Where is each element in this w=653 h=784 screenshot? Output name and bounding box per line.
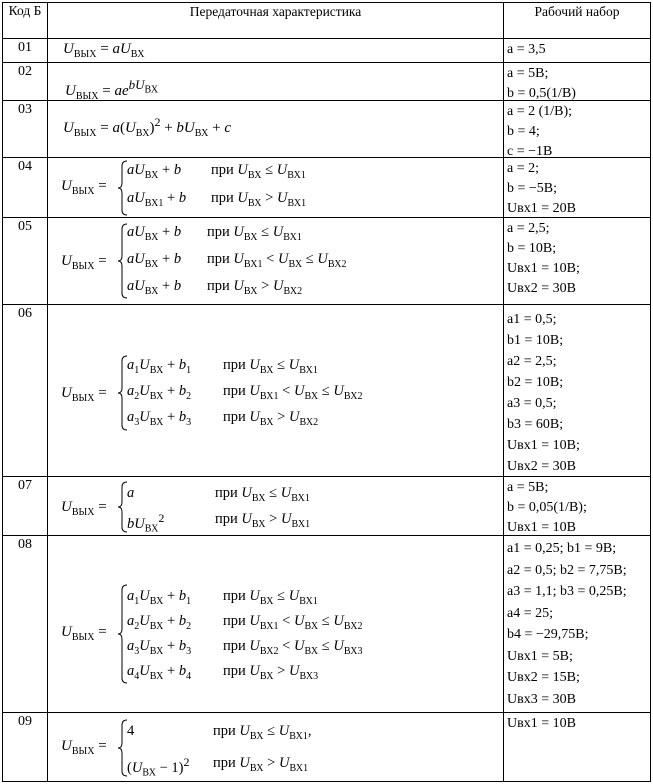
row-params: a = 5В; b = 0,5(1/В) <box>507 66 576 101</box>
row-params: a1 = 0,5; b1 = 10В; a2 = 2,5; b2 = 10В; a3 = 0,5; b3 = 60В; Uвх1 = 10В; Uвх2 = 30В <box>507 312 580 474</box>
table-row-02 <box>3 63 650 101</box>
header-working-set: Рабочий набор <box>534 4 620 19</box>
table-row-09 <box>3 713 650 781</box>
row-formula: $U_{ВЫХ} = aU_{ВХ}$ <box>63 41 145 60</box>
row-params: a = 3,5 <box>507 42 546 57</box>
row-code: 07 <box>18 478 32 493</box>
row-code: 02 <box>18 64 32 79</box>
table-row-06 <box>3 305 650 477</box>
row-params: Uвх1 = 10В <box>507 716 576 731</box>
row-formula: $U_{ВЫХ}$ = $a_1U_{ВХ} + b_1$ при $U_{ВХ} \le U_{ВХ1}$ $a_2U_{ВХ} + b_2$ при $U_{ВХ1} < U_{ВХ} \le U_{ВХ2}$ $a_3U_{ВХ} + b_3$ при $U_{ВХ2} < U_{ВХ} \le U_{ВХ3}$ $a_4U_{ВХ} + b_4$ при $U_{ВХ} > U_{ВХ3}$ <box>49 536 499 712</box>
table-row-05 <box>3 218 650 305</box>
row-code: 09 <box>18 714 32 729</box>
table-row-08 <box>3 536 650 713</box>
row-params: a = 5В; b = 0,05(1/В); Uвх1 = 10В <box>507 480 587 535</box>
row-params: a1 = 0,25; b1 = 9В; a2 = 0,5; b2 = 7,75В; a3 = 1,1; b3 = 0,25В; a4 = 25; b4 = −29,75В; Uвх1 = 5В; Uвх2 = 15В; Uвх3 = 30В <box>507 541 627 707</box>
row-code: 03 <box>18 102 32 117</box>
row-code: 06 <box>18 306 32 321</box>
table-row-01 <box>3 39 650 63</box>
row-code: 04 <box>18 159 32 174</box>
row-formula: $U_{ВЫХ}$ = $aU_{ВХ} + b$ при $U_{ВХ} \le U_{ВХ1}$ $aU_{ВХ1} + b$ при $U_{ВХ} > U_{ВХ1}$ <box>49 158 499 217</box>
row-formula: $U_{ВЫХ}$ = $a_1U_{ВХ} + b_1$ при $U_{ВХ} \le U_{ВХ1}$ $a_2U_{ВХ} + b_2$ при $U_{ВХ1} < U_{ВХ} \le U_{ВХ2}$ $a_3U_{ВХ} + b_3$ при $U_{ВХ} > U_{ВХ2}$ <box>49 305 499 476</box>
row-params: a = 2 (1/В); b = 4; c = −1В <box>507 104 573 159</box>
header-code: Код Б <box>8 3 42 18</box>
row-formula: $U_{ВЫХ}$ = 4 при $U_{ВХ} \le U_{ВХ1}$, $(U_{ВХ} - 1)^2$ при $U_{ВХ} > U_{ВХ1}$ <box>49 713 499 781</box>
row-code: 08 <box>18 537 32 552</box>
row-params: a = 2,5; b = 10В; Uвх1 = 10В; Uвх2 = 30В <box>507 221 580 296</box>
transfer-characteristics-table <box>2 2 651 782</box>
row-code: 05 <box>18 219 32 234</box>
table-row-03 <box>3 101 650 158</box>
row-formula: $U_{ВЫХ}$ = a при $U_{ВХ} \le U_{ВХ1}$ $bU_{ВХ}^2$ при $U_{ВХ} > U_{ВХ1}$ <box>49 477 499 535</box>
row-formula: $U_{ВЫХ} = a(U_{ВХ})^2 + bU_{ВХ} + c$ <box>63 115 232 139</box>
header-characteristic: Передаточная характеристика <box>189 4 362 19</box>
table-header <box>3 3 650 39</box>
row-formula: $U_{ВЫХ}$ = $aU_{ВХ} + b$ при $U_{ВХ} \le U_{ВХ1}$ $aU_{ВХ} + b$ при $U_{ВХ1} < U_{ВХ} \le U_{ВХ2}$ $aU_{ВХ} + b$ при $U_{ВХ} > U_{ВХ2}$ <box>49 218 499 304</box>
row-code: 01 <box>18 40 32 55</box>
row-formula: $U_{ВЫХ} = ae^{bU_{ВХ}}$ <box>65 77 159 102</box>
row-params: a = 2; b = −5В; Uвх1 = 20В <box>507 161 576 216</box>
table-row-07 <box>3 477 650 536</box>
table-row-04 <box>3 158 650 218</box>
